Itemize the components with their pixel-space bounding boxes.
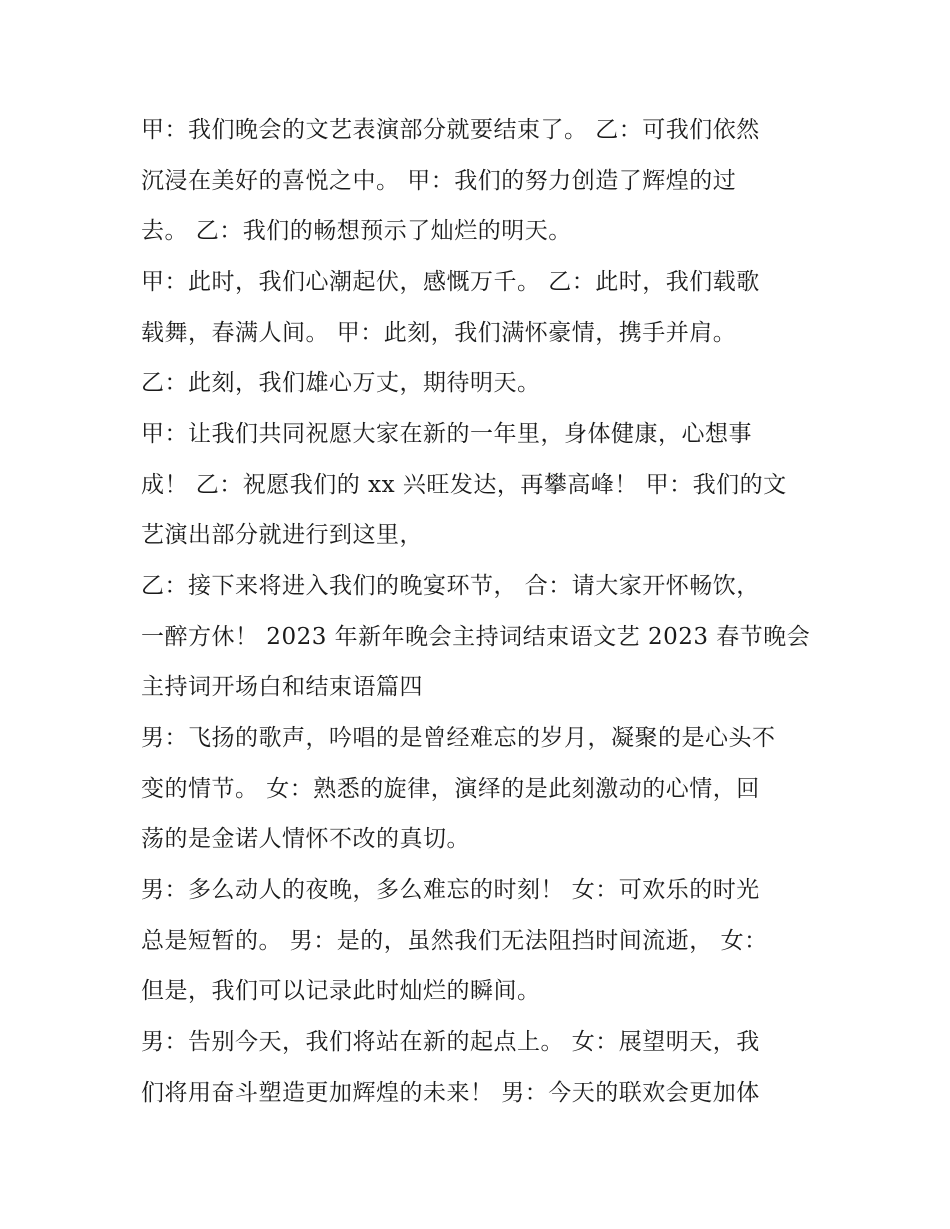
text-line: 荡的是金诺人情怀不改的真切。 [141, 826, 470, 852]
text-line: 变的情节。 女：熟悉的旋律，演绎的是此刻激动的心情，回 [141, 776, 760, 802]
text-line: 乙：接下来将进入我们的晚宴环节， 合：请大家开怀畅饮， [141, 573, 760, 599]
text-line: 甲：我们晚会的文艺表演部分就要结束了。 乙：可我们依然 [141, 117, 760, 143]
text-line: 们将用奋斗塑造更加辉煌的未来！ 男：今天的联欢会更加体 [141, 1080, 760, 1106]
text-line: 载舞，春满人间。 甲：此刻，我们满怀豪情，携手并肩。 [141, 320, 737, 346]
text-line: 沉浸在美好的喜悦之中。 甲：我们的努力创造了辉煌的过 [141, 168, 737, 194]
text-line: 成！ 乙：祝愿我们的 xx 兴旺发达，再攀高峰！ 甲：我们的文 [141, 472, 787, 498]
text-line: 甲：让我们共同祝愿大家在新的一年里，身体健康，心想事 [141, 421, 752, 447]
text-line: 男：多么动人的夜晚，多么难忘的时刻！ 女：可欢乐的时光 [141, 877, 760, 903]
text-line: 主持词开场白和结束语篇四 [141, 674, 423, 700]
text-line: 去。 乙：我们的畅想预示了灿烂的明天。 [141, 218, 572, 244]
text-line: 男：飞扬的歌声，吟唱的是曾经难忘的岁月，凝聚的是心头不 [141, 725, 776, 751]
text-line: 但是，我们可以记录此时灿烂的瞬间。 [141, 978, 541, 1004]
text-line: 总是短暂的。 男：是的，虽然我们无法阻挡时间流逝， 女： [141, 928, 768, 954]
text-line: 艺演出部分就进行到这里， [141, 522, 423, 548]
text-line: 乙：此刻，我们雄心万丈，期待明天。 [141, 370, 541, 396]
text-line: 一醉方休！ 2023 年新年晚会主持词结束语文艺 2023 春节晚会 [141, 624, 811, 650]
text-line: 甲：此时，我们心潮起伏，感慨万千。 乙：此时，我们载歌 [141, 269, 760, 295]
text-line: 男：告别今天，我们将站在新的起点上。 女：展望明天，我 [141, 1029, 760, 1055]
